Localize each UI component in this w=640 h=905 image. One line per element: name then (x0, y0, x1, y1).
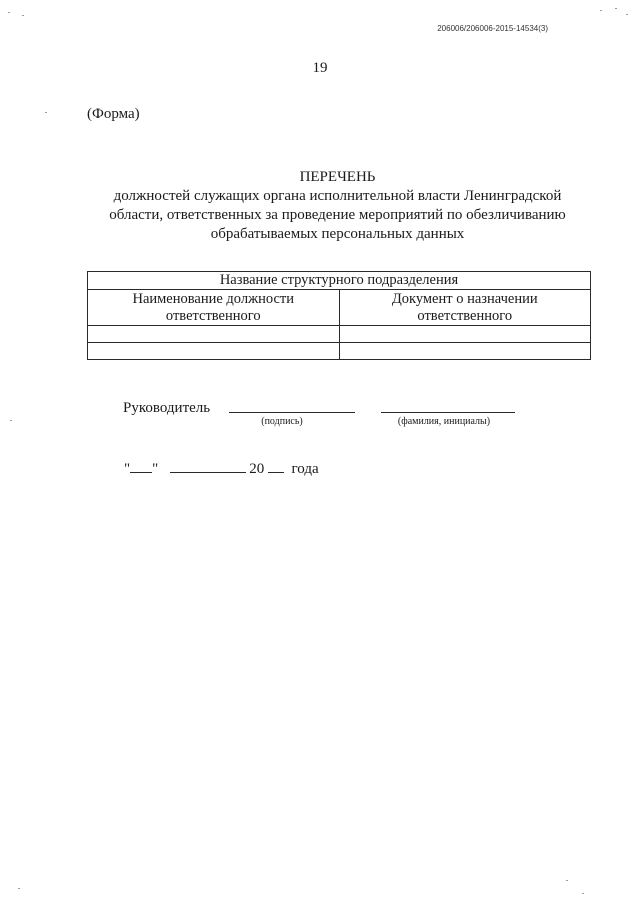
title-line-1: должностей служащих органа исполнительной власти Ленинградской (113, 188, 562, 204)
scan-speck (45, 112, 47, 113)
date-line (124, 460, 319, 478)
year-suffix: года (291, 461, 319, 477)
month-blank[interactable] (170, 460, 246, 473)
scan-speck (566, 880, 568, 881)
table-row (88, 326, 591, 343)
title-line-2: области, ответственных за проведение мероприятий по обезличиванию (109, 207, 566, 223)
header-position-line-1: Наименование должности (132, 290, 295, 307)
header-document (339, 290, 591, 326)
year-blank[interactable] (268, 460, 284, 473)
table-column-header-row (88, 290, 591, 326)
quote-open: " (124, 461, 131, 477)
signature-caption: (подпись) (261, 416, 303, 427)
scan-speck (8, 12, 10, 13)
header-document-line-2: ответственного (417, 307, 513, 324)
page-number: 19 (312, 60, 328, 76)
scan-speck (18, 888, 20, 889)
title-line-3: обрабатываемых персональных данных (210, 226, 465, 242)
table-header-row (88, 272, 591, 290)
scan-speck (582, 893, 584, 894)
name-line[interactable] (381, 412, 515, 413)
document-id: 206006/206006-2015-14534(3) (437, 24, 548, 33)
table-cell[interactable] (88, 343, 340, 360)
scan-speck (22, 15, 24, 16)
table-cell[interactable] (339, 326, 591, 343)
scan-speck (600, 10, 602, 11)
header-department: Название структурного подразделения (88, 272, 591, 290)
header-position-line-2: ответственного (165, 307, 261, 324)
header-position (88, 290, 340, 326)
table-cell[interactable] (339, 343, 591, 360)
responsible-table (87, 271, 591, 360)
day-blank[interactable] (130, 460, 152, 473)
scan-speck (10, 420, 12, 421)
scan-speck (626, 14, 628, 15)
name-caption: (фамилия, инициалы) (397, 416, 491, 427)
quote-close: " (152, 461, 159, 477)
title-block (60, 168, 615, 244)
title-heading: ПЕРЕЧЕНЬ (299, 169, 376, 185)
table-row (88, 343, 591, 360)
header-document-line-1: Документ о назначении (391, 290, 538, 307)
scan-speck (615, 8, 617, 9)
table-cell[interactable] (88, 326, 340, 343)
form-label: (Форма) (87, 106, 140, 122)
year-prefix: 20 (249, 461, 265, 477)
signature-label: Руководитель (123, 400, 211, 416)
signature-line[interactable] (229, 412, 355, 413)
